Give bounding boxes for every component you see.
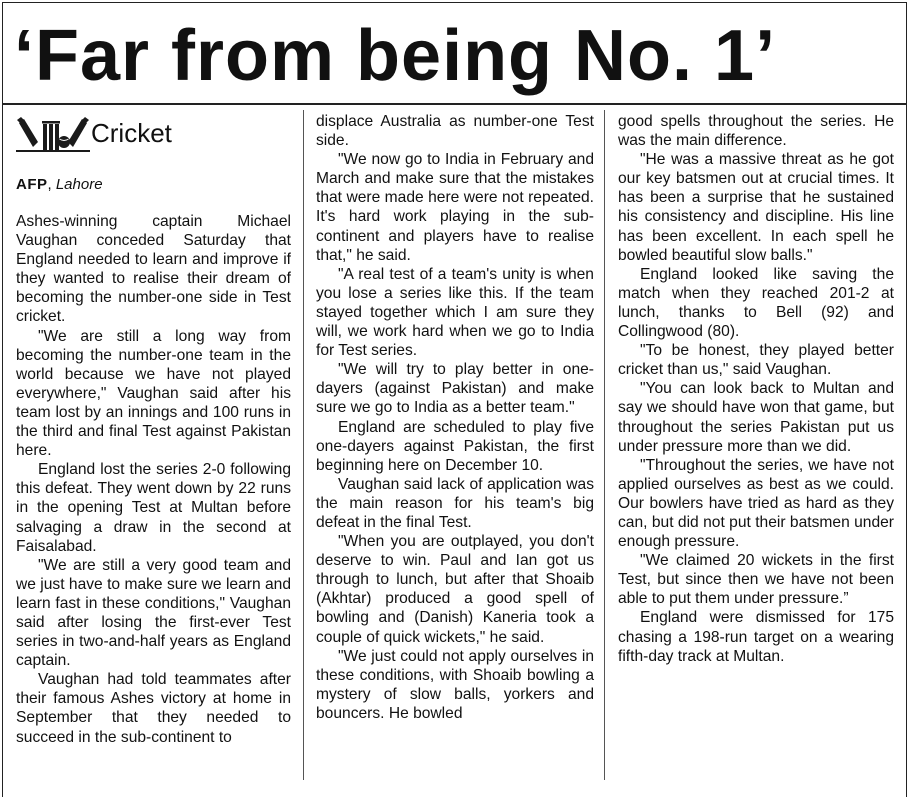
headline-rule [2, 103, 907, 105]
paragraph: "We now go to India in February and March and make sure that the mistakes that were made here were not repeated. It's hard work playing in the sub-continent and players have to realise that," he said. [316, 151, 594, 264]
section-header [16, 114, 291, 154]
byline-agency: AFP [16, 176, 48, 193]
article-column-1 [16, 212, 291, 747]
cricket-bat-ball-icon [16, 114, 90, 152]
paragraph: Vaughan had told teammates after their famous Ashes victory at home in September that they needed to succeed in the sub-continent to [16, 671, 291, 746]
paragraph: "We claimed 20 wickets in the first Test, but since then we have not been able to put them under pressure.” [618, 552, 894, 608]
byline-separator: , [47, 176, 52, 193]
column-divider [303, 110, 304, 780]
paragraph: "A real test of a team's unity is when you lose a series like this. If the team stayed together which I am sure they will, we work hard when we go to India for Test series. [316, 265, 594, 360]
paragraph: "To be honest, they played better cricket than us," said Vaughan. [618, 342, 894, 379]
paragraph: Vaughan said lack of application was the main reason for his team's big defeat in the final Test. [316, 475, 594, 531]
byline-location: Lahore [55, 176, 103, 193]
paragraph: England are scheduled to play five one-dayers against Pakistan, the first beginning here on December 10. [316, 418, 594, 474]
paragraph: "You can look back to Multan and say we should have won that game, but throughout the series Pakistan put us under pressure more than we did. [618, 380, 894, 455]
article-column-3 [618, 112, 894, 666]
paragraph: Ashes-winning captain Michael Vaughan conceded Saturday that England needed to learn and improve if they wanted to realise their dream of becoming the number-one side in Test cricket. [16, 213, 291, 326]
section-label: Cricket [91, 118, 172, 148]
paragraph: "Throughout the series, we have not applied ourselves as best as we could. Our bowlers have tried as hard as they can, but did not put their batsmen under enough pressure. [618, 456, 894, 551]
paragraph: displace Australia as number-one Test side. [316, 113, 594, 150]
paragraph: England were dismissed for 175 chasing a 198-run target on a wearing fifth-day track at Multan. [618, 609, 894, 665]
paragraph: "When you are outplayed, you don't deserve to win. Paul and Ian got us through to lunch, but after that Shoaib (Akhtar) produced a good spell of bowling and (Danish) Kaneria took a couple of quick wickets," he said. [316, 533, 594, 646]
paragraph: "We are still a long way from becoming the number-one team in the world because we have not played everywhere," Vaughan said after his team lost by an innings and 100 runs in the third and final Test against Pakistan here. [16, 327, 291, 460]
paragraph: "We are still a very good team and we just have to make sure we learn and learn fast in these conditions," Vaughan said after losing the first-ever Test series in two-and-half years as England captain. [16, 556, 291, 670]
paragraph: England looked like saving the match when they reached 201-2 at lunch, thanks to Bell (92) and Collingwood (80). [618, 265, 894, 341]
paragraph: "He was a massive threat as he got our key batsmen out at crucial times. It has been a surprise that he sustained his consistency and discipline. His line has been excellent. In each spell he bowled beautiful slow balls." [618, 151, 894, 264]
paragraph: England lost the series 2-0 following this defeat. They went down by 22 runs in the opening Test at Multan before salvaging a draw in the second at Faisalabad. [16, 461, 291, 555]
paragraph: "We will try to play better in one-dayers (against Pakistan) and make sure we go to India as a better team." [316, 361, 594, 417]
headline: ‘Far from being No. 1’ [14, 16, 777, 96]
article-column-2 [316, 112, 594, 723]
column-divider [604, 110, 605, 780]
paragraph: "We just could not apply ourselves in these conditions, with Shoaib bowling a mystery of slow balls, yorkers and bouncers. He bowled [316, 647, 594, 722]
byline [16, 176, 103, 194]
paragraph: good spells throughout the series. He was the main difference. [618, 113, 894, 150]
